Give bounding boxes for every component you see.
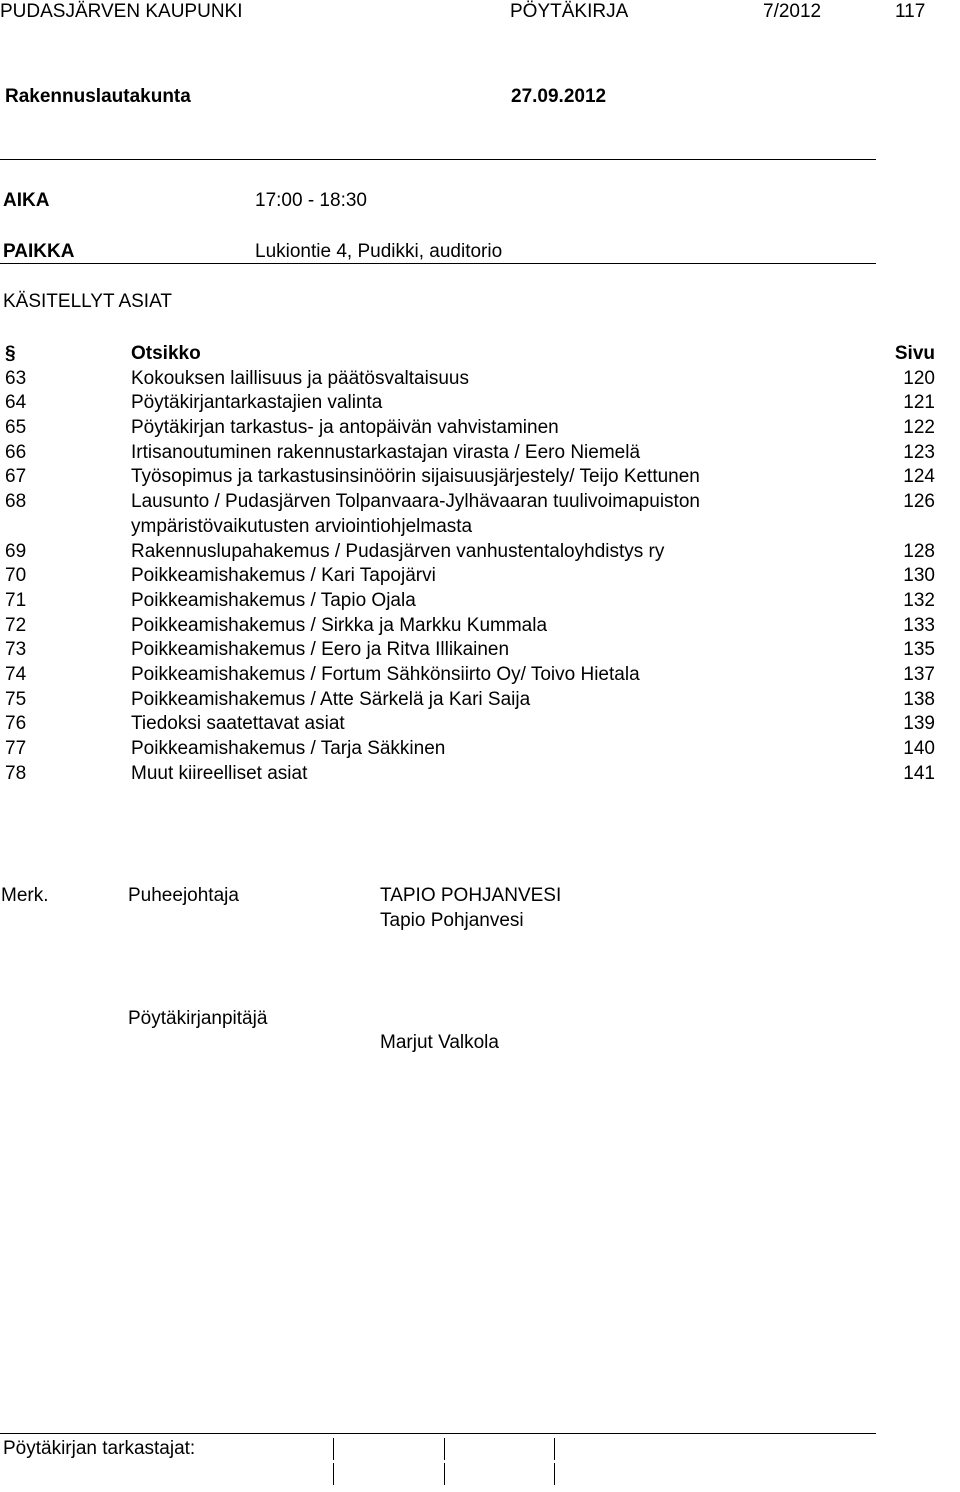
agenda-row: [5, 737, 935, 762]
signature-field-separator: [444, 1438, 445, 1460]
agenda-item-number: 78: [5, 762, 27, 784]
time-value: 17:00 - 18:30: [255, 190, 367, 211]
agenda-item-page: 132: [903, 589, 935, 611]
agenda-row: [5, 441, 935, 466]
agenda-row: [5, 614, 935, 639]
agenda-item-title: Poikkeamishakemus / Fortum Sähkönsiirto Oy/ Toivo Hietala: [131, 663, 640, 685]
footer-divider: [0, 1433, 876, 1434]
meeting-divider: [0, 263, 876, 264]
agenda-item-number: 68: [5, 491, 27, 513]
merk-label: Merk.: [1, 885, 49, 906]
agenda-item-page: 123: [903, 441, 935, 463]
agenda-item-page: 141: [903, 762, 935, 784]
section-title: KÄSITELLYT ASIAT: [3, 291, 172, 312]
agenda-item-title: Rakennuslupahakemus / Pudasjärven vanhustentaloyhdistys ry: [131, 540, 665, 562]
agenda-row: [5, 540, 935, 565]
municipality-name: PUDASJÄRVEN KAUPUNKI: [0, 1, 243, 22]
agenda-item-page: 122: [903, 417, 935, 439]
agenda-item-page: 128: [903, 540, 935, 562]
secretary-role: Pöytäkirjanpitäjä: [128, 1008, 268, 1029]
agenda-item-title: Poikkeamishakemus / Kari Tapojärvi: [131, 565, 436, 587]
agenda-item-title: Poikkeamishakemus / Tapio Ojala: [131, 589, 416, 611]
agenda-item-page: 126: [903, 491, 935, 513]
agenda-item-title: Työsopimus ja tarkastusinsinöörin sijaisuusjärjestely/ Teijo Kettunen: [131, 466, 700, 488]
agenda-item-number: 72: [5, 614, 27, 636]
inspectors-label: Pöytäkirjan tarkastajat:: [3, 1438, 196, 1459]
agenda-header-row: [5, 342, 935, 367]
agenda-item-title: Pöytäkirjan tarkastus- ja antopäivän vahvistaminen: [131, 417, 559, 439]
agenda-item-title: Muut kiireelliset asiat: [131, 762, 308, 784]
agenda-item-title: Kokouksen laillisuus ja päätösvaltaisuus: [131, 367, 469, 389]
header-divider: [0, 159, 876, 160]
agenda-item-page: 135: [903, 639, 935, 661]
agenda-item-number: 75: [5, 688, 27, 710]
agenda-item-page: 121: [903, 392, 935, 414]
agenda-item-title: Poikkeamishakemus / Tarja Säkkinen: [131, 738, 446, 760]
agenda-row: [5, 490, 935, 539]
agenda-row: [5, 589, 935, 614]
time-label: AIKA: [3, 190, 50, 211]
agenda-item-title: Tiedoksi saatettavat asiat: [131, 713, 345, 735]
agenda-item-number: 65: [5, 417, 27, 439]
agenda-item-number: 64: [5, 392, 27, 414]
place-label: PAIKKA: [3, 241, 75, 262]
signature-field-separator: [444, 1463, 445, 1485]
agenda-item-page: 138: [903, 688, 935, 710]
agenda-item-title: Poikkeamishakemus / Eero ja Ritva Illikainen: [131, 639, 510, 661]
agenda-item-title: Pöytäkirjantarkastajien valinta: [131, 392, 383, 414]
chair-name: Tapio Pohjanvesi: [380, 910, 524, 931]
section-sign-icon: §: [5, 343, 16, 364]
document-type: PÖYTÄKIRJA: [510, 1, 629, 22]
chair-role: Puheejohtaja: [128, 885, 239, 906]
column-header-page: Sivu: [894, 343, 935, 364]
chair-name-caps: TAPIO POHJANVESI: [380, 885, 562, 906]
agenda-item-title: Poikkeamishakemus / Sirkka ja Markku Kummala: [131, 614, 548, 636]
agenda-row: [5, 367, 935, 392]
agenda-item-title: Irtisanoutuminen rakennustarkastajan virasta / Eero Niemelä: [131, 441, 641, 463]
agenda-item-page: 140: [903, 738, 935, 760]
signature-field-separator: [333, 1463, 334, 1485]
signature-field-separator: [333, 1438, 334, 1460]
agenda-item-title: Poikkeamishakemus / Atte Särkelä ja Kari Saija: [131, 688, 531, 710]
agenda-item-number: 66: [5, 441, 27, 463]
meeting-date: 27.09.2012: [511, 86, 607, 107]
agenda-item-page: 137: [903, 663, 935, 685]
agenda-item-number: 69: [5, 540, 27, 562]
agenda-item-number: 63: [5, 367, 27, 389]
agenda-row: [5, 762, 935, 787]
agenda-item-page: 130: [903, 565, 935, 587]
page-number: 117: [895, 1, 926, 22]
agenda-row: [5, 465, 935, 490]
agenda-item-number: 77: [5, 738, 27, 760]
agenda-item-number: 70: [5, 565, 27, 587]
agenda-row: [5, 564, 935, 589]
agenda-item-page: 139: [903, 713, 935, 735]
agenda-item-number: 71: [5, 589, 27, 611]
secretary-name: Marjut Valkola: [380, 1032, 499, 1053]
agenda-item-number: 74: [5, 663, 27, 685]
signature-field-separator: [554, 1438, 555, 1460]
agenda-item-number: 73: [5, 639, 27, 661]
agenda-item-page: 120: [903, 367, 935, 389]
agenda-row: [5, 638, 935, 663]
agenda-row: [5, 712, 935, 737]
issue-number: 7/2012: [763, 1, 822, 22]
agenda-item-number: 67: [5, 466, 27, 488]
agenda-item-title: Lausunto / Pudasjärven Tolpanvaara-Jylhävaaran tuulivoimapuiston ympäristövaikutusten arviointiohjelmasta: [131, 491, 700, 537]
column-header-title: Otsikko: [131, 343, 201, 364]
agenda-row: [5, 416, 935, 441]
agenda-rows: [5, 367, 935, 787]
agenda-item-number: 76: [5, 713, 27, 735]
board-name: Rakennuslautakunta: [5, 86, 191, 107]
place-value: Lukiontie 4, Pudikki, auditorio: [255, 241, 503, 262]
agenda-table: [5, 342, 935, 786]
agenda-row: [5, 663, 935, 688]
signature-field-separator: [554, 1463, 555, 1485]
agenda-item-page: 124: [903, 466, 935, 488]
agenda-row: [5, 391, 935, 416]
agenda-item-page: 133: [903, 614, 935, 636]
agenda-row: [5, 688, 935, 713]
